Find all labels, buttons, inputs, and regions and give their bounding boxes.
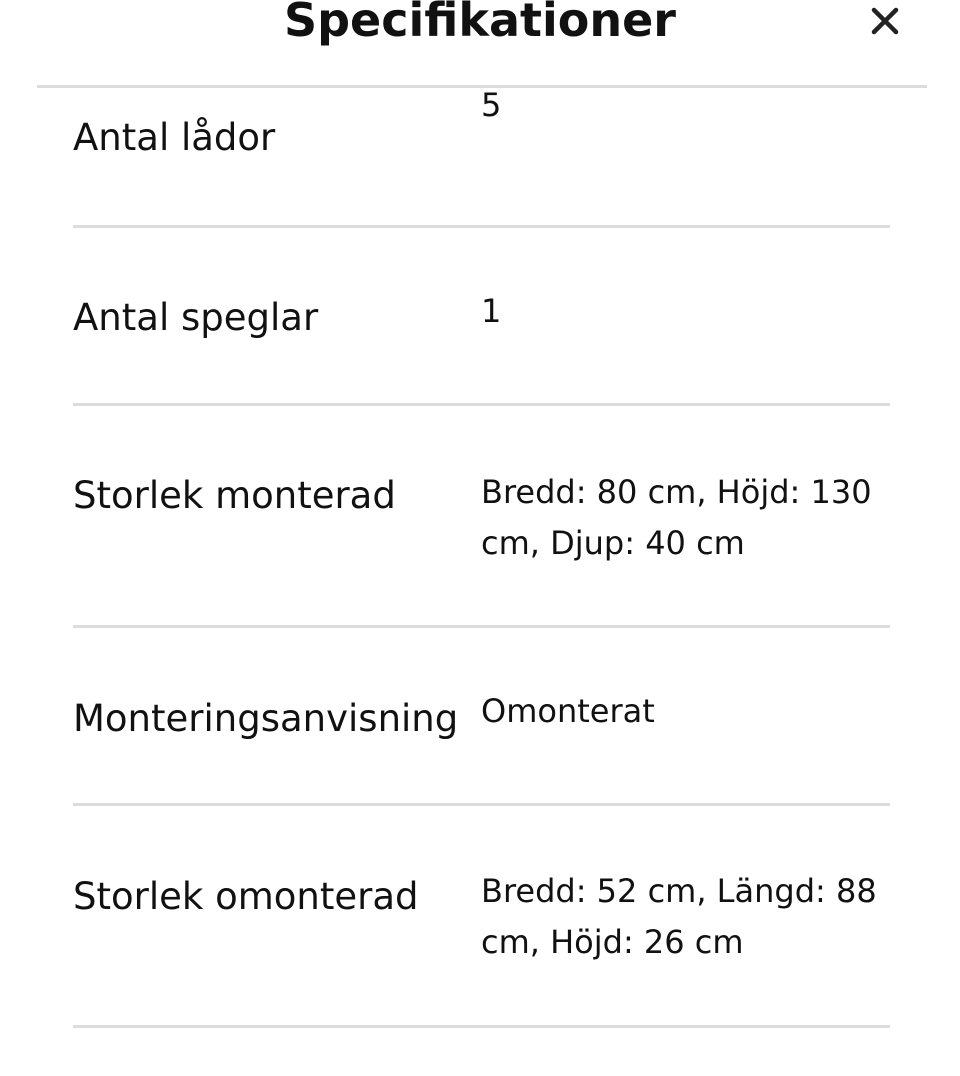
spec-label: Antal lådor (73, 116, 276, 159)
spec-row-assembly (73, 628, 890, 806)
spec-value: Bredd: 80 cm, Höjd: 130 cm, Djup: 40 cm (481, 473, 872, 562)
spec-value: 1 (481, 292, 502, 330)
spec-label: Storlek monterad (73, 474, 396, 517)
close-icon (862, 0, 906, 44)
spec-value: Omonterat (481, 692, 655, 730)
spec-label: Antal speglar (73, 296, 319, 339)
spec-row-drawers (73, 88, 890, 228)
spec-label: Monteringsanvisning (73, 697, 459, 740)
spec-value-text: 5 (481, 86, 502, 124)
spec-value: Bredd: 52 cm, Längd: 88 cm, Höjd: 26 cm (481, 872, 877, 961)
close-button[interactable] (862, 0, 906, 44)
spec-row-mirrors (73, 228, 890, 406)
spec-list (73, 88, 890, 1028)
spec-label: Storlek omonterad (73, 875, 419, 918)
sheet-header (0, 0, 960, 86)
spec-row-size-unassembled (73, 806, 890, 1028)
page-title: Specifikationer (283, 0, 676, 47)
spec-value (481, 86, 881, 138)
spec-row-size-assembled (73, 406, 890, 628)
